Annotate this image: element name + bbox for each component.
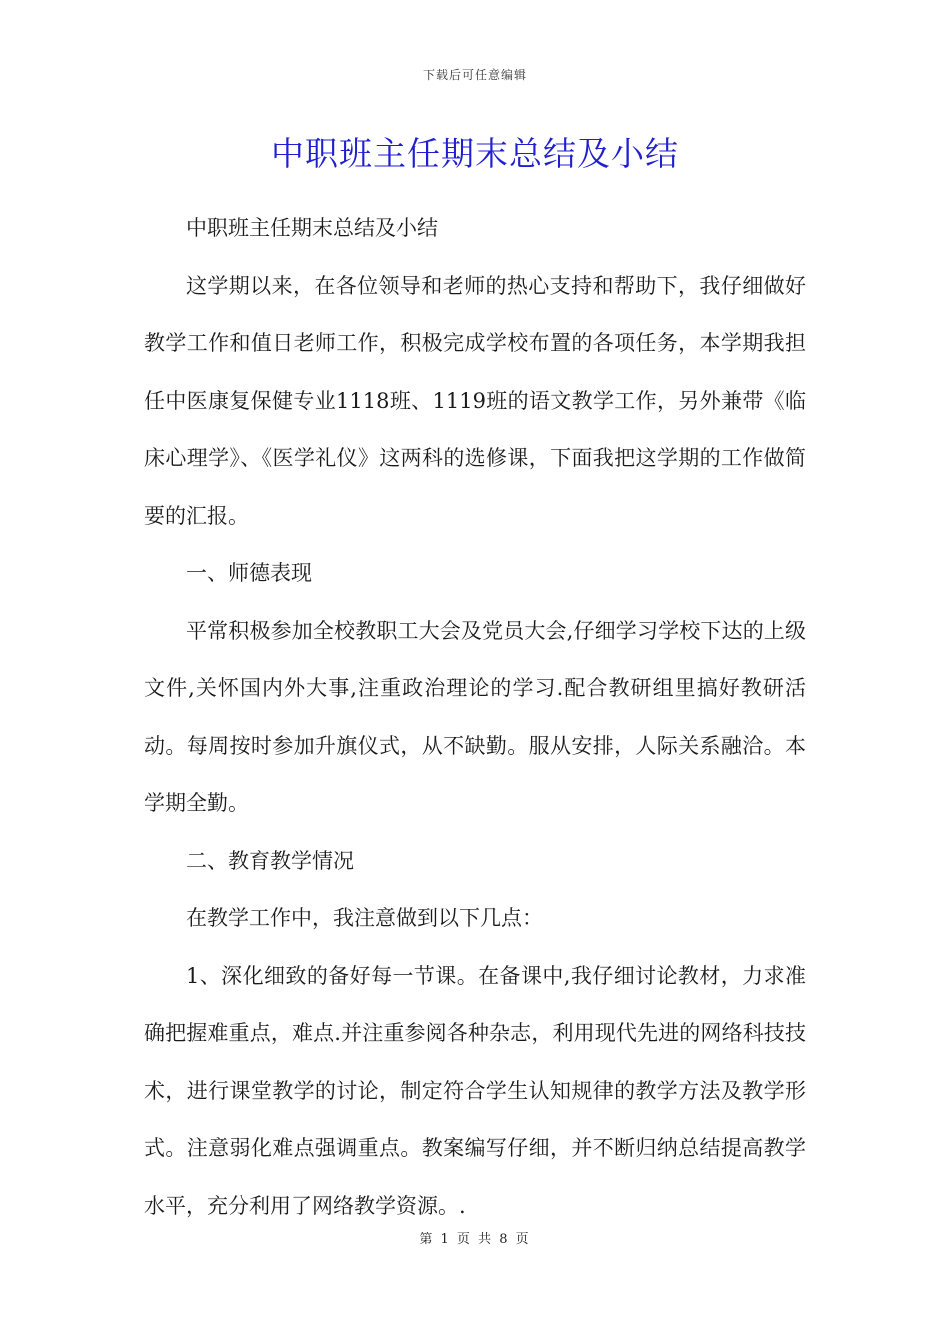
document-title: 中职班主任期末总结及小结 <box>271 134 679 173</box>
section-heading-ethics: 一、师德表现 <box>186 561 312 585</box>
paragraph-teaching-intro: 在教学工作中，我注意做到以下几点： <box>186 906 543 930</box>
paragraph-ethics: 平常积极参加全校教职工大会及党员大会,仔细学习学校下达的上级文件,关怀国内外大事,注重政治理论的学习.配合教研组里搞好教研活动。每周按时参加升旗仪式，从不缺勤。服从安排，人际关系融洽。本学期全勤。 <box>144 618 806 815</box>
page-number: 第 1 页 共 8 页 <box>419 1232 531 1247</box>
section-heading-teaching: 二、教育教学情况 <box>186 848 354 873</box>
paragraph-subtitle: 中职班主任期末总结及小结 <box>186 216 438 240</box>
document-body <box>144 200 806 1235</box>
paragraph-intro: 这学期以来，在各位领导和老师的热心支持和帮助下，我仔细做好教学工作和值日老师工作，积极完成学校布置的各项任务，本学期我担任中医康复保健专业1118班、1119班的语文教学工作，另外兼带《临床心理学》、《医学礼仪》这两科的选修课，下面我把这学期的工作做简要的汇报。 <box>144 273 806 528</box>
paragraph-lesson-prep: 1、深化细致的备好每一节课。在备课中,我仔细讨论教材，力求准确把握难重点，难点.并注重参阅各种杂志，利用现代先进的网络科技技术，进行课堂教学的讨论，制定符合学生认知规律的教学方法及教学形式。注意弱化难点强调重点。教案编写仔细，并不断归纳总结提高教学水平，充分利用了网络教学资源。. <box>144 963 806 1218</box>
header-note: 下载后可任意编辑 <box>422 68 527 82</box>
